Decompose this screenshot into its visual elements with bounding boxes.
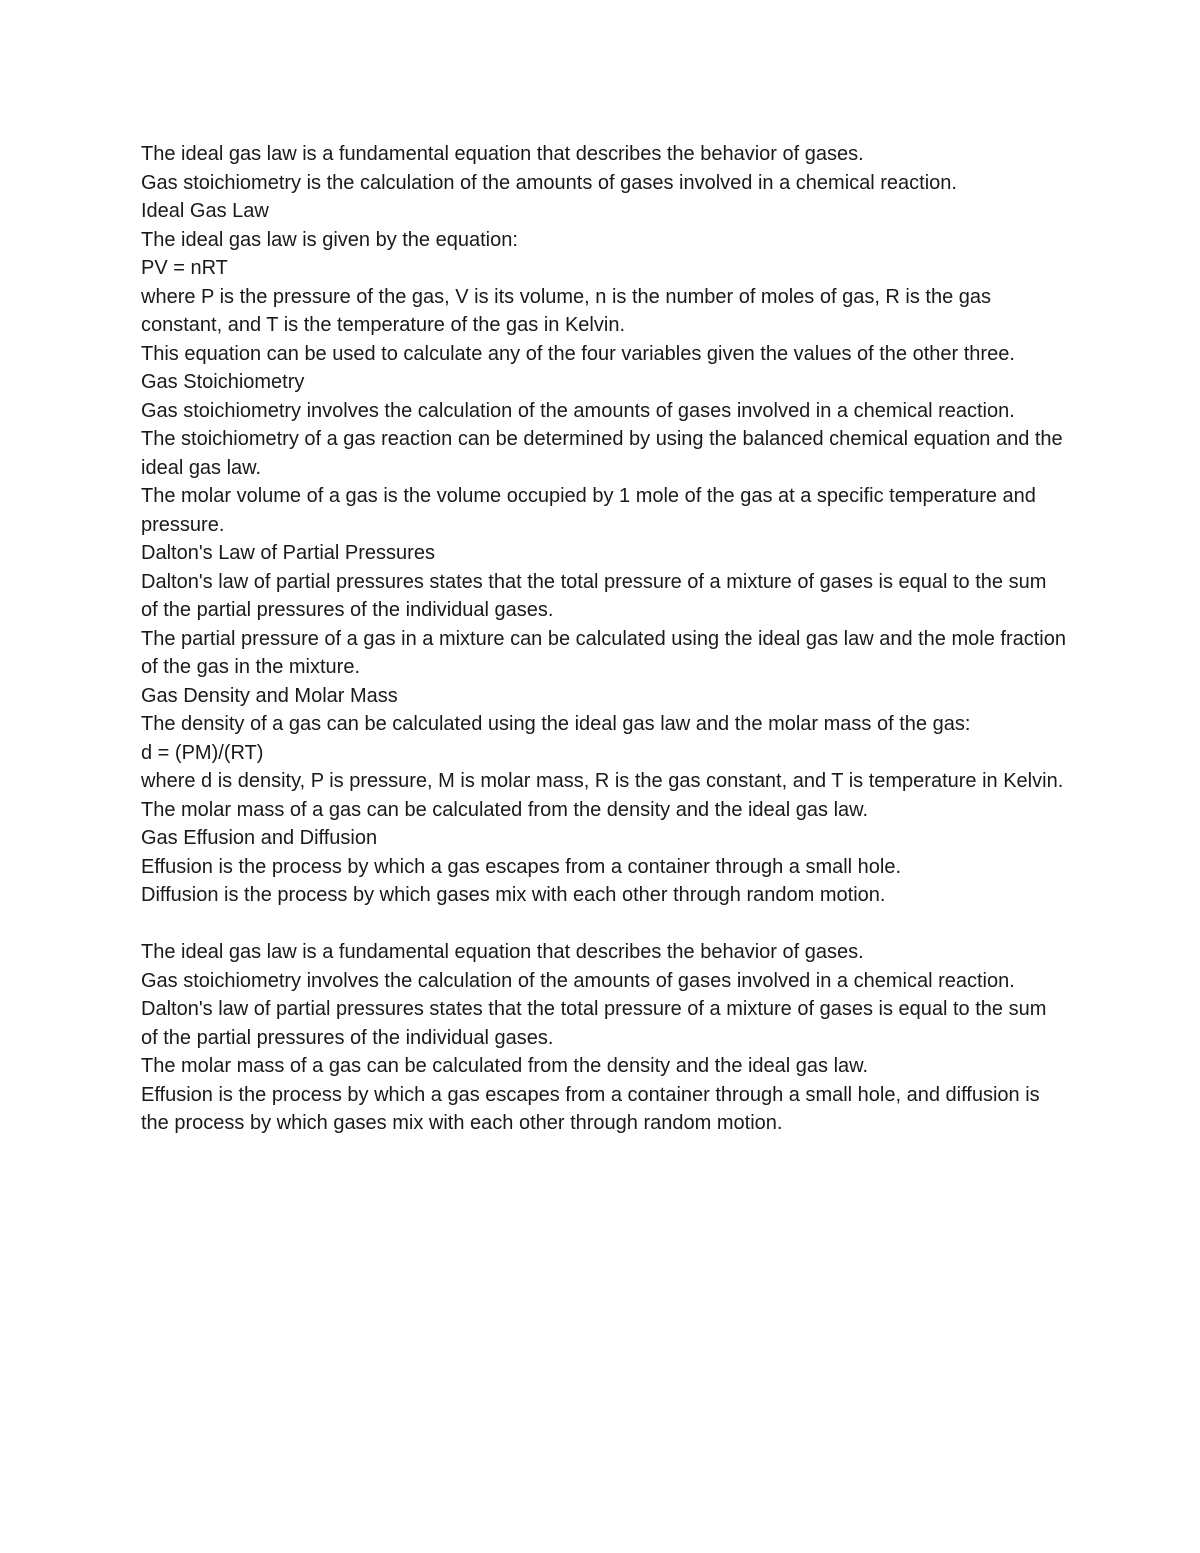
body-line: Effusion is the process by which a gas escapes from a container through a small hole.: [141, 855, 902, 878]
body-line: where d is density, P is pressure, M is molar mass, R is the gas constant, and T is temperature in Kelvin.: [141, 770, 1064, 792]
body-line: The molar volume of a gas is the volume occupied by 1 mole of the gas at a specific temperature and pressure.: [141, 485, 1036, 536]
heading-effusion-diffusion: Gas Effusion and Diffusion: [141, 827, 378, 849]
heading-daltons-law: Dalton's Law of Partial Pressures: [141, 542, 435, 564]
summary-line: Gas stoichiometry involves the calculation of the amounts of gases involved in a chemical reaction.: [141, 969, 1015, 992]
body-line: Diffusion is the process by which gases mix with each other through random motion.: [141, 884, 886, 906]
body-line: This equation can be used to calculate any of the four variables given the values of the other three.: [141, 342, 1015, 365]
equation-density: d = (PM)/(RT): [141, 741, 264, 764]
heading-gas-density: Gas Density and Molar Mass: [141, 684, 398, 707]
body-line: The density of a gas can be calculated using the ideal gas law and the molar mass of the gas:: [141, 713, 971, 735]
body-line: Gas stoichiometry involves the calculation of the amounts of gases involved in a chemical reaction.: [141, 399, 1015, 422]
summary-line: The molar mass of a gas can be calculated from the density and the ideal gas law.: [141, 1055, 869, 1077]
body-line: The partial pressure of a gas in a mixture can be calculated using the ideal gas law and the mole fraction of the gas in the mixture.: [141, 627, 1066, 678]
body-line: The molar mass of a gas can be calculated from the density and the ideal gas law.: [141, 798, 869, 821]
intro-line: Gas stoichiometry is the calculation of the amounts of gases involved in a chemical reaction.: [141, 171, 957, 194]
heading-gas-stoichiometry: Gas Stoichiometry: [141, 371, 305, 393]
body-line: Dalton's law of partial pressures states that the total pressure of a mixture of gases is equal to the sum of the partial pressures of the individual gases.: [141, 570, 1047, 621]
summary-line: Dalton's law of partial pressures states that the total pressure of a mixture of gases is equal to the sum of the partial pressures of the individual gases.: [141, 998, 1047, 1049]
body-line: The stoichiometry of a gas reaction can be determined by using the balanced chemical equation and the ideal gas law.: [141, 428, 1063, 479]
body-line: where P is the pressure of the gas, V is its volume, n is the number of moles of gas, R is the gas constant, and T is the temperature of the gas in Kelvin.: [141, 285, 992, 336]
document-body: [141, 140, 1066, 1138]
equation-pv-nrt: PV = nRT: [141, 257, 228, 279]
intro-line: The ideal gas law is a fundamental equation that describes the behavior of gases.: [141, 143, 864, 165]
summary-line: The ideal gas law is a fundamental equation that describes the behavior of gases.: [141, 941, 864, 963]
heading-ideal-gas-law: Ideal Gas Law: [141, 200, 269, 222]
summary-line: Effusion is the process by which a gas escapes from a container through a small hole, and diffusion is the process by which gases mix with each other through random motion.: [141, 1083, 1040, 1134]
body-line: The ideal gas law is given by the equation:: [141, 228, 518, 251]
paragraph-gap: [141, 910, 1066, 939]
